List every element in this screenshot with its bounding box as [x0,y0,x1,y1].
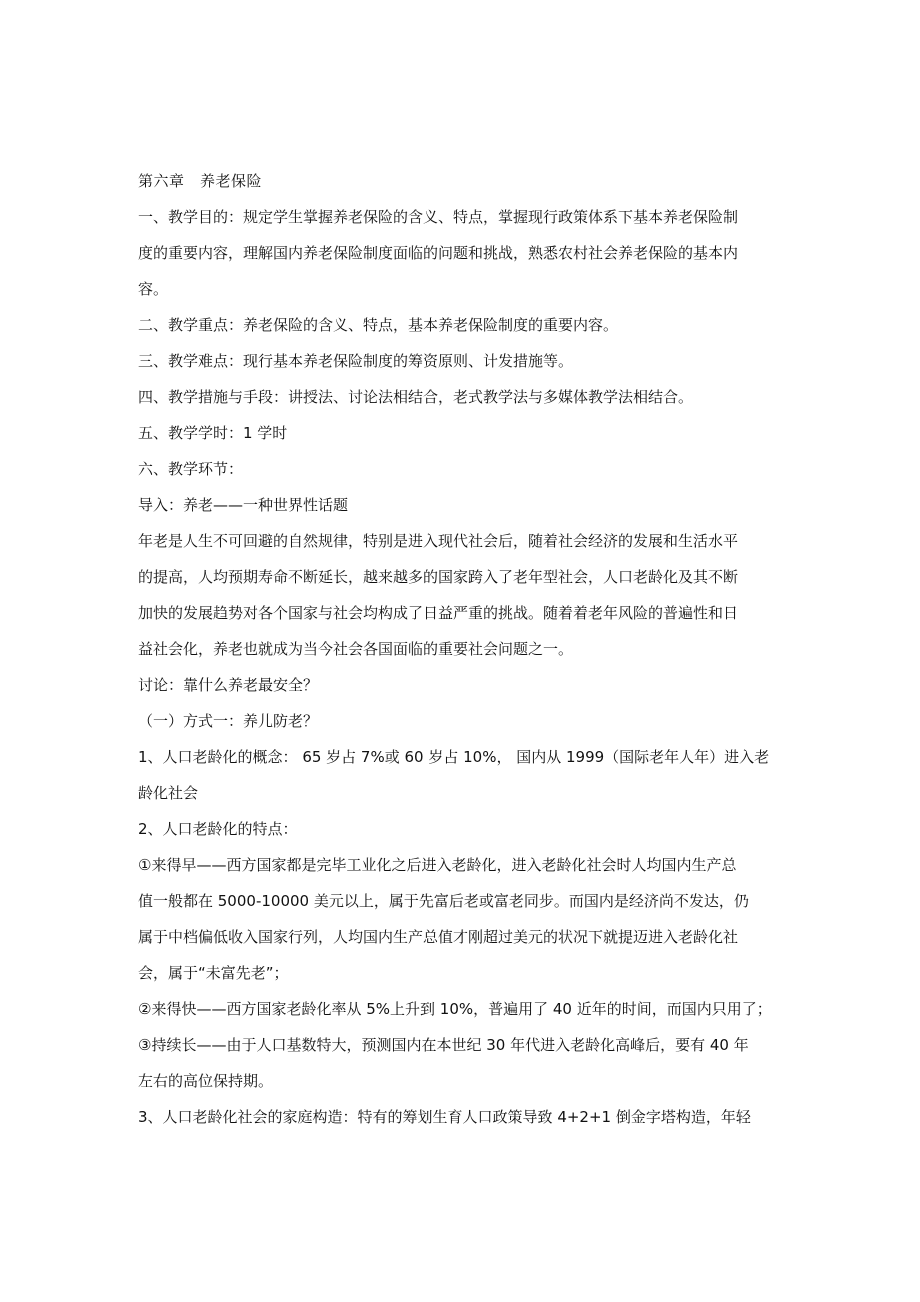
intro-line-2: 的提高，人均预期寿命不断延长，越来越多的国家跨入了老年型社会，人口老龄化及其不断 [138,568,739,586]
feature1-line-3: 属于中档偏低收入国家行列，人均国内生产总值才刚超过美元的状况下就提迈进入老龄化社 [138,928,739,946]
chapter-title: 第六章 养老保险 [138,172,263,190]
feature1-line-2: 值一般都在 5000-10000 美元以上，属于先富后老或富老同步。而国内是经济尚不发达，仍 [138,892,749,910]
intro-line-4: 益社会化，养老也就成为当今社会各国面临的重要社会问题之一。 [138,640,574,658]
teaching-stages: 六、教学环节： [138,460,244,478]
intro-line-1: 年老是人生不可回避的自然规律，特别是进入现代社会后，随着社会经济的发展和生活水平 [138,532,739,550]
item1-line-1: 1、人口老龄化的概念： 65 岁占 7%或 60 岁占 10%， 国内从 1999（国际老年人年）进入老 [138,748,770,766]
item3-line-1: 3、人口老龄化社会的家庭构造：特有的筹划生育人口政策导致 4+2+1 倒金字塔构造，年轻 [138,1108,751,1126]
item1-line-2: 龄化社会 [138,784,199,802]
objective-line-2: 度的重要内容，理解国内养老保险制度面临的问题和挑战，熟悉农村社会养老保险的基本内 [138,244,739,262]
feature2: ②来得快——西方国家老龄化率从 5%上升到 10%，普遍用了 40 近年的时间，而国内只用了； [138,1000,772,1018]
discussion: 讨论：靠什么养老最安全？ [138,676,319,694]
document-page [138,163,783,1135]
intro-line-3: 加快的发展趋势对各个国家与社会均构成了日益严重的挑战。随着着老年风险的普遍性和日 [138,604,739,622]
feature1-line-1: ①来得早——西方国家都是完毕工业化之后进入老龄化，进入老龄化社会时人均国内生产总 [138,856,737,874]
key-points: 二、教学重点：养老保险的含义、特点，基本养老保险制度的重要内容。 [138,316,619,334]
intro-title: 导入：养老——一种世界性话题 [138,496,349,514]
feature3-line-2: 左右的高位保持期。 [138,1072,274,1090]
item2-title: 2、人口老龄化的特点： [138,820,298,838]
objective-line-1: 一、教学目的：规定学生掌握养老保险的含义、特点，掌握现行政策体系下基本养老保险制 [138,208,739,226]
teaching-methods: 四、教学措施与手段：讲授法、讨论法相结合，老式教学法与多媒体教学法相结合。 [138,388,694,406]
difficulties: 三、教学难点：现行基本养老保险制度的筹资原则、计发措施等。 [138,352,574,370]
feature1-line-4: 会，属于“未富先老”； [138,964,289,982]
method-one: （一）方式一：养儿防老？ [138,712,319,730]
feature3-line-1: ③持续长——由于人口基数特大，预测国内在本世纪 30 年代进入老龄化高峰后，要有 40 年 [138,1036,749,1054]
objective-line-3: 容。 [138,280,169,298]
teaching-hours: 五、教学学时：1 学时 [138,424,288,442]
